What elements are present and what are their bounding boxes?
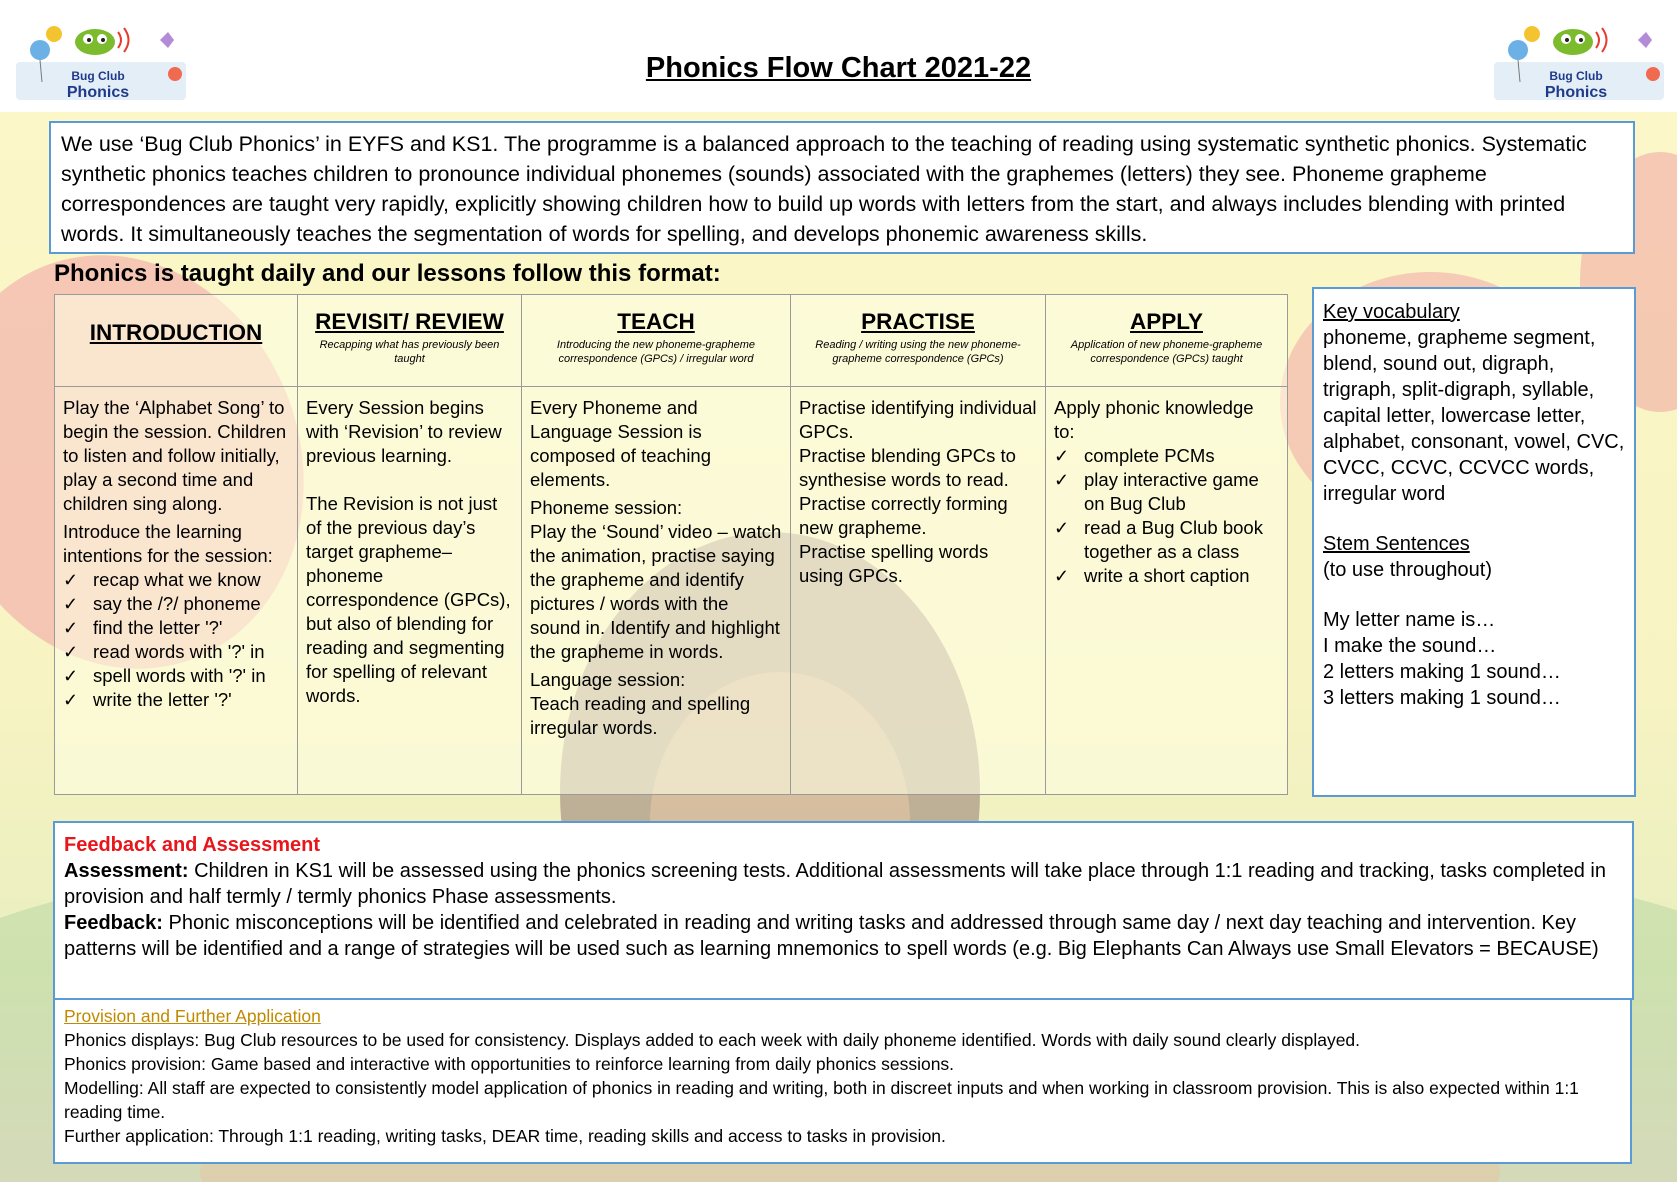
header-revisit-review [298,295,522,387]
list-item: ✓ complete PCMs [1054,445,1215,466]
header-apply [1046,295,1288,387]
feedback-assessment-box [53,821,1634,1000]
check-icon: ✓ [63,690,79,710]
cell-paragraph: Practise spelling words using GPCs. [799,541,989,586]
provision-title: Provision and Further Application [64,1006,321,1026]
cell-paragraph: Every Phoneme and Language Session is composed of teaching elements. [530,397,712,490]
tick-list [63,568,289,712]
header-teach [522,295,791,387]
feedback-paragraph [64,910,1623,962]
feedback-text: Phonic misconceptions will be identified and celebrated in reading and writing tasks and addressed through same day / next day teaching and intervention. Key patterns will be identified and a range of strategies will be used such as learning mnemonics to spell words (e.g. Big Elephants Can Always use Small Elevators = BECAUSE) [64,912,1599,960]
cell-paragraph: Practise correctly forming new grapheme. [799,493,1008,538]
list-item: ✓ play interactive game on Bug Club [1054,469,1259,514]
list-item: ✓ recap what we know [63,569,261,590]
check-icon: ✓ [63,666,79,686]
column-heading: REVISIT/ REVIEW [315,309,504,334]
cell-practise [791,387,1046,795]
table-body-row [55,387,1288,795]
column-subheading: Introducing the new phoneme-grapheme correspondence (GPCs) / irregular word [556,339,756,365]
page-title: Phonics Flow Chart 2021-22 [645,52,1032,84]
check-icon: ✓ [1054,518,1070,538]
list-item: ✓ read a Bug Club book together as a class [1054,517,1263,562]
cell-paragraph: Play the ‘Alphabet Song’ to begin the session. Children to listen and follow initially, play a second time and children sing along. [63,397,287,514]
key-vocabulary-box [1312,287,1636,797]
logo-line2: Phonics [1544,84,1608,101]
check-icon: ✓ [1054,446,1070,466]
column-subheading: Recapping what has previously been taught [319,339,500,365]
intro-box [49,121,1635,254]
cell-paragraph: Play the ‘Sound’ video – watch the animation, practise saying the grapheme and identify pictures / words with the sound in. Identify and highlight the grapheme in words. [530,521,782,662]
stem-sentence: 2 letters making 1 sound… [1323,661,1561,683]
list-item: ✓ spell words with '?' in [63,665,266,686]
list-item: ✓ write a short caption [1054,565,1250,586]
logo-line1: Bug Club [1549,69,1603,83]
list-item: ✓ write the letter '?' [63,689,232,710]
column-heading: TEACH [617,309,695,334]
assessment-label: Assessment: [64,860,189,882]
check-icon: ✓ [63,642,79,662]
stem-sentence: 3 letters making 1 sound… [1323,687,1561,709]
check-icon: ✓ [1054,470,1070,490]
column-heading: APPLY [1130,309,1203,334]
feedback-title: Feedback and Assessment [64,834,321,856]
check-icon: ✓ [63,618,79,638]
check-icon: ✓ [1054,566,1070,586]
provision-box [53,998,1632,1164]
vocabulary-text: phoneme, grapheme segment, blend, sound out, digraph, trigraph, split-digraph, syllable, capital letter, lowercase letter, alphabet, consonant, vowel, CVC, CVCC, CCVC, CCVCC words, irregular word [1323,327,1625,505]
vocabulary-title: Key vocabulary [1323,301,1460,323]
cell-teach [522,387,791,795]
cell-introduction [55,387,298,795]
column-subheading: Reading / writing using the new phoneme-grapheme correspondence (GPCs) [815,339,1021,365]
header-practise [791,295,1046,387]
stem-sentence: My letter name is… [1323,609,1496,631]
stem-sentences-title: Stem Sentences [1323,533,1470,555]
logo-line1: Bug Club [71,69,125,83]
check-icon: ✓ [63,594,79,614]
cell-paragraph: Practise identifying individual GPCs. [799,397,1037,442]
column-heading: PRACTISE [861,309,975,334]
provision-line: Further application: Through 1:1 reading, writing tasks, DEAR time, reading skills and access to tasks in provision. [64,1126,946,1146]
provision-line: Phonics provision: Game based and interactive with opportunities to reinforce learning from daily phonics sessions. [64,1054,955,1074]
lesson-format-table [54,294,1288,795]
list-item: ✓ say the /?/ phoneme [63,593,261,614]
cell-paragraph: The Revision is not just of the previous day’s target grapheme– phoneme correspondence (GPCs), but also of blending for reading and segmenting for spelling of relevant words. [306,493,511,706]
tick-list [1054,444,1279,588]
list-item: ✓ read words with '?' in [63,641,265,662]
provision-line: Modelling: All staff are expected to consistently model application of phonics in reading and writing, both in discreet inputs and when working in classroom provision. This is also expected within 1:1 reading time. [64,1078,1579,1122]
cell-paragraph: Apply phonic knowledge to: [1054,397,1254,442]
cell-revisit-review [298,387,522,795]
format-heading: Phonics is taught daily and our lessons follow this format: [54,260,721,287]
logo-line2: Phonics [66,84,130,101]
stem-sentences-note: (to use throughout) [1323,559,1492,581]
cell-apply [1046,387,1288,795]
cell-paragraph: Phoneme session: [530,497,683,518]
check-icon: ✓ [63,570,79,590]
header-introduction [55,295,298,387]
cell-paragraph: Language session: [530,669,686,690]
table-header-row [55,295,1288,387]
intro-text: We use ‘Bug Club Phonics’ in EYFS and KS1. The programme is a balanced approach to the teaching of reading using systematic synthetic phonics. Systematic synthetic phonics teaches children to pronounce individual phonemes (sounds) associated with the graphemes (letters) they see. Phoneme grapheme correspondences are taught very rapidly, explicitly showing children how to build up words with letters from the start, and always includes blending with printed words. It simultaneously teaches the segmentation of words for spelling, and develops phonemic awareness skills. [61,132,1587,246]
list-item: ✓ find the letter '?' [63,617,223,638]
stem-sentence: I make the sound… [1323,635,1497,657]
cell-paragraph: Practise blending GPCs to synthesise words to read. [799,445,1016,490]
cell-paragraph: Introduce the learning intentions for the session: [63,521,273,566]
cell-paragraph: Teach reading and spelling irregular words. [530,693,751,738]
cell-paragraph: Every Session begins with ‘Revision’ to review previous learning. [306,397,502,466]
assessment-paragraph [64,858,1623,910]
feedback-label: Feedback: [64,912,163,934]
assessment-text: Children in KS1 will be assessed using the phonics screening tests. Additional assessments will take place through 1:1 reading and tracking, tasks completed in provision and half termly / termly phonics Phase assessments. [64,860,1606,908]
column-heading: INTRODUCTION [89,320,263,345]
provision-line: Phonics displays: Bug Club resources to be used for consistency. Displays added to each week with daily phoneme identified. Words with daily sound clearly displayed. [64,1030,1361,1050]
column-subheading: Application of new phoneme-grapheme correspondence (GPCs) taught [1070,339,1263,365]
